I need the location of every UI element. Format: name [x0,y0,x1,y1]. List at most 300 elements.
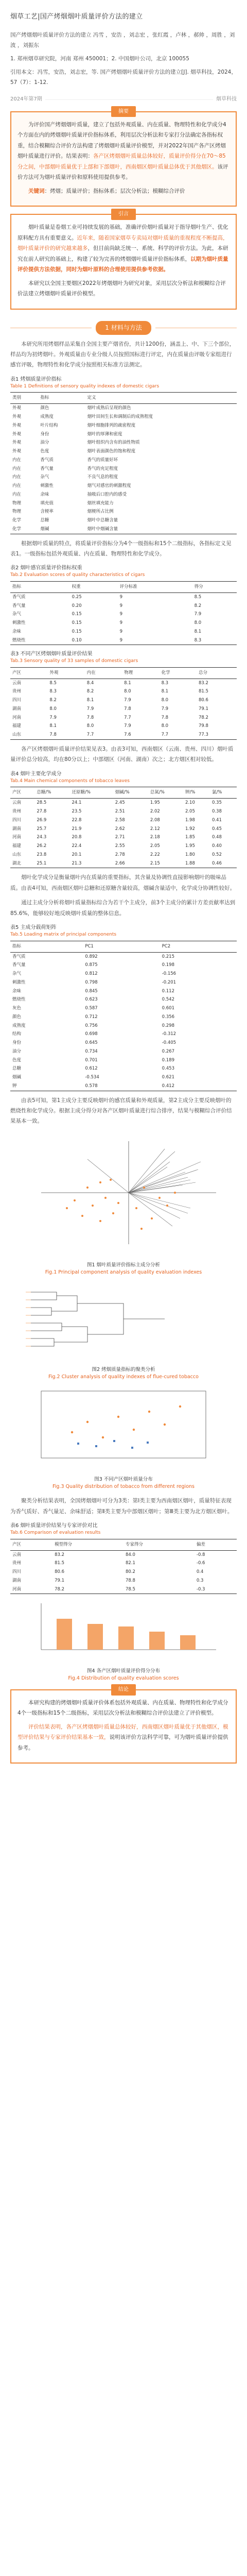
table-cell: 香气的质量好坏 [87,457,118,463]
region-scatter [10,1386,237,1468]
table-row [10,825,237,834]
table-cell: 9 [119,594,123,600]
table-cell: 0.15 [72,620,82,626]
table-header-cell: 指标 [10,581,70,592]
table-cell: 80.6 [55,1569,65,1574]
table-cell: 叶片结构 [40,422,58,428]
table-cell: 杂气 [12,612,22,617]
para-after-table-5: 由表5可知，第1主成分主要反映烟叶的感官质量和外观质量，第2主成分主要反映烟叶的燃烧性和化学成分。根据主成分得分对各产区烟叶质量进行综合排序，结果与模糊综合评价结果基本一致。 [10,1097,232,1125]
table-cell: 2.62 [115,826,125,832]
table-cell: 香气量 [40,466,54,471]
table-cell: 1.85 [185,835,195,840]
article-header: 烟草工艺|国产烤烟烟叶质量评价方法的建立 [10,13,143,21]
table-cell: 烟叶组织内含有的油性物质 [87,440,140,446]
table-row [10,438,237,447]
table-header-cell: 烟碱/% [113,787,148,799]
table-row [10,473,237,482]
keywords-line: 关键词：烤烟；质量评价；指标体系；层次分析法；模糊综合评价 [28,188,185,194]
table-cell: 2.05 [185,809,195,815]
table-cell: 烟梗所占比例 [87,509,114,515]
table-6 [10,1539,237,1595]
table-cell: 7.9 [161,706,169,711]
intro-box [10,211,237,309]
table-cell: 8.5 [49,680,57,686]
table-cell: 内在 [12,474,22,480]
table-cell: 7.8 [86,715,94,720]
table-cell: 2.15 [148,859,183,868]
table-header-row [10,787,237,799]
table-header-row [10,667,237,679]
table-cell: 0.298 [162,1023,174,1028]
table-4 [10,787,237,868]
table-3-title: 表3 不同产区烤烟烟叶质量评价结果 [10,651,93,657]
table-cell: 0.15 [72,629,82,634]
table-row [10,482,237,490]
table-row [10,1559,237,1568]
figure-1 [10,1131,237,1258]
conclusion-box [10,1689,237,1764]
abstract-body: 为评价国产烤烟烟叶质量，建立了包括外观质量、内在质量、物理特性和化学成分4个方面在内的烤烟烟叶质量评价指标体系，利用层次分析法和专家打分法确定各指标权重，结合模糊综合评价方法构建了烤烟烟叶质量评价模型，并对2022年国产各产区烤烟烟叶质量进行评价。结果表明： [17,121,226,160]
table-cell: 内在 [12,466,22,471]
table-row [10,413,237,421]
table-cell: 0.267 [162,1048,174,1054]
table-cell: 云南 [12,800,22,806]
table-row [10,619,237,628]
table-cell: 颜色 [40,405,49,411]
table-cell: 颜色 [12,1014,22,1020]
conclusion-hl: 评价结果表明，各产区烤烟烟叶质量总体较好，西南烟区烟叶质量优于其他烟区，模型评价结果与专家评价结果基本一致， [17,1723,228,1741]
table-cell: 0.198 [162,962,174,968]
table-1-title-en: Table 1 Definitions of sensory quality indexes of domestic cigars [10,383,160,389]
table-cell: 23.8 [37,852,47,857]
table-header-cell: 偏差 [195,1539,237,1550]
table-cell: 香气量 [12,962,26,968]
table-1-title: 表1 烤烟质量评价指标 [10,376,62,382]
table-5-caption [10,924,237,939]
table-cell: 0.542 [162,997,174,1003]
table-cell: 8.1 [49,723,57,729]
table-cell: 24.3 [37,835,47,840]
affiliation-line: 1. 郑州烟草研究院，河南 郑州 450001；2. 中国烟叶公司，北京 100055 [10,55,189,62]
issue-label: 2024年第7期 [10,96,42,103]
table-cell: 填充值 [40,500,54,506]
table-cell: 0.698 [85,1031,98,1037]
table-cell: 7.8 [161,715,169,720]
table-cell: 7.8 [124,706,131,711]
table-cell: 2.66 [113,859,148,868]
table-cell: 油分 [12,1048,22,1054]
table-row [10,1039,237,1047]
pca-plot [10,1131,237,1255]
table-cell: 2.02 [150,809,160,815]
table-cell: 外观 [12,414,22,420]
figure-3-title-en: Fig.3 Quality distribution of tobacco from different regions [52,1483,195,1489]
table-row [10,1056,237,1065]
table-cell: -0.534 [85,1075,99,1080]
table-row [10,807,237,816]
table-row [10,1013,237,1022]
table-cell: 0.798 [85,979,98,985]
table-cell: 贵州 [12,689,22,694]
dendrogram [10,1282,237,1359]
table-row [10,679,237,687]
table-cell: 81.5 [198,689,208,694]
table-cell: 成熟度 [12,1023,26,1028]
table-cell: 2.51 [115,809,125,815]
table-cell: 四川 [12,817,22,823]
table-cell: 0.612 [85,1066,98,1072]
table-cell: 8.3 [161,680,169,686]
table-cell: 0.10 [70,636,118,645]
table-row [10,687,237,696]
table-cell: 8.2 [86,689,94,694]
table-row [10,1585,237,1594]
table-cell: 香气量 [12,603,26,608]
table-header-cell: 类别 [10,393,38,404]
table-row [10,507,237,516]
table-cell: 20.1 [72,852,82,857]
table-cell: 7.9 [49,715,57,720]
keywords-label: 关键词 [28,188,45,194]
table-cell: 杂气 [40,474,49,480]
table-cell: 烟碱 [38,525,85,534]
table-cell: -0.8 [196,1552,205,1557]
table-cell: 0.587 [85,1006,98,1011]
table-row [10,525,237,534]
table-cell: 燃烧性 [10,636,70,645]
table-cell: 82.1 [125,1561,135,1566]
table-cell: 0.215 [162,954,174,959]
table-row [10,978,237,987]
table-cell: 8.3 [49,689,57,694]
table-header-cell: 总氮/% [148,787,183,799]
figure-2-title-en: Fig.2 Cluster analysis of quality indexes of flue-cured tobacco [48,1374,199,1380]
table-row [10,636,237,645]
table-header-row [10,581,237,592]
table-cell: 8.2 [49,698,57,703]
table-cell: -0.6 [196,1561,205,1566]
table-cell: 福建 [12,723,22,729]
table-cell: 8.0 [86,723,94,729]
table-header-row [10,1539,237,1550]
table-row [10,799,237,807]
table-cell: 8.0 [161,723,169,729]
table-4-title: 表4 烟叶主要化学成分 [10,771,62,777]
table-cell: 20.8 [72,835,82,840]
keywords-text: 烤烟；质量评价；指标体系；层次分析法；模糊综合评价 [50,188,185,194]
table-cell: 2.05 [150,843,160,849]
table-header-cell: 评分标准 [118,581,192,592]
figure-2 [10,1282,237,1362]
table-cell: 28.5 [37,800,47,806]
table-row [10,430,237,439]
table-cell: 8.3 [192,636,237,645]
table-cell: 刺激性 [12,979,26,985]
table-cell: 8.0 [161,698,169,703]
table-header-cell: 得分 [192,581,237,592]
table-cell: 0.48 [211,835,222,840]
table-cell: -0.201 [162,979,177,985]
table-cell: 福建 [12,843,22,849]
table-header-cell: 还原糖/% [70,787,113,799]
table-cell: 0.41 [211,817,222,823]
table-cell: 0.601 [162,1006,174,1011]
table-cell: 1.92 [185,826,195,832]
table-cell: 不良气息的程度 [87,474,118,480]
table-2-caption [10,564,237,579]
table-cell: 0.356 [162,1014,174,1020]
table-header-cell: 钾/% [183,787,210,799]
table-header-row [10,941,237,952]
table-cell: 结构 [12,1031,22,1037]
para-after-figure-3: 聚类分析结果表明，全国烤烟烟叶可分为3类：第Ⅰ类主要为西南烟区烟叶，质量特征表现为香气质好、香气量足、余味舒适；第Ⅱ类主要为中部烟区烟叶；第Ⅲ类主要为北方烟区烟叶。 [10,1498,233,1515]
table-cell: 余味 [40,492,49,497]
table-cell: 成熟度 [40,414,54,420]
table-row [10,1022,237,1030]
table-cell: 79.1 [198,706,208,711]
table-row [10,842,237,851]
table-cell: 0.621 [162,1075,174,1080]
table-row [10,421,237,430]
table-cell: 25.1 [34,859,69,868]
table-cell: 78.2 [198,715,208,720]
table-cell: 79.1 [55,1578,65,1583]
table-cell: 7.8 [47,731,84,739]
table-row [10,1568,237,1577]
table-cell: 77.3 [197,731,237,739]
table-cell: 身份 [12,1040,22,1046]
table-row [10,731,237,739]
table-cell: 0.578 [83,1082,160,1091]
table-cell: 7.6 [122,731,159,739]
table-header-cell: 指标 [38,393,85,404]
table-cell: 9 [119,629,123,634]
table-cell: 0.3 [196,1578,204,1583]
table-row [10,404,237,413]
table-row [10,961,237,970]
figure-3 [10,1386,237,1471]
table-cell: 河南 [12,715,22,720]
table-cell: 化学 [12,518,22,523]
table-cell: 色度 [12,1057,22,1063]
table-cell: 8.1 [124,680,131,686]
table-cell: 山东 [10,731,47,739]
abstract-text [17,120,230,183]
table-cell: 1.95 [150,800,160,806]
table-cell: 油分 [40,440,49,446]
table-cell: 0.112 [162,988,174,994]
table-cell: 78.8 [125,1578,135,1583]
table-header-cell: 指标 [10,941,83,952]
journal-label: 烟草科技 [216,96,237,103]
table-cell: 21.3 [70,859,113,868]
table-row [10,722,237,731]
para-after-table-1: 根据烟叶质量的特点，将质量评价指标分为4个一级指标和15个二级指标，各指标定义见表1。一级指标包括外观质量、内在质量、物理特性和化学成分。 [10,540,232,557]
table-cell: 27.8 [37,809,47,815]
table-cell: 云南 [12,1552,22,1557]
table-cell: 84.0 [125,1552,135,1557]
table-cell: 8.1 [86,698,94,703]
table-row [10,610,237,619]
table-cell: 香气质 [12,594,26,600]
table-row [10,970,237,978]
table-cell: 烟叶的厚薄和密度 [87,431,122,437]
table-cell: 7.9 [194,612,202,617]
table-cell: 0.15 [72,612,82,617]
table-cell: 外观 [12,405,22,411]
table-cell: 24.1 [72,800,82,806]
table-row [10,816,237,825]
table-1-caption [10,376,237,391]
table-cell: 26.2 [37,843,47,849]
conclusion-tail: 说明该评价方法科学可靠，可为烟叶质量评价提供参考。 [17,1734,228,1751]
table-cell: 烟叶中总糖含量 [87,518,118,523]
table-cell: 0.892 [85,954,98,959]
table-cell: 湖南 [12,1578,22,1583]
table-cell: 烟叶成熟后呈现的颜色 [87,405,131,411]
table-header-cell: PC2 [160,941,237,952]
table-cell: 四川 [12,698,22,703]
table-cell: 山东 [12,852,22,857]
table-row [10,851,237,859]
table-row [10,1082,237,1091]
table-cell: 0.412 [160,1082,237,1091]
table-cell: 0.52 [211,852,222,857]
table-cell: 河南 [12,835,22,840]
intro-p1-text: 烟叶质量是卷烟工业可持续发展的基础，准确评价烟叶质量对于指导烟叶生产、优化原料配方具有重要意义。 [17,224,228,241]
table-header-cell: 氯/% [210,787,237,799]
table-row [10,1550,237,1559]
table-header-cell: 产区 [10,787,34,799]
para-after-table-3: 各产区烤烟烟叶质量评价结果见表3。由表3可知，西南烟区（云南、贵州、四川）烟叶质量评价总分较高，均在80分以上；中部烟区（河南、湖南）次之；北方烟区相对较低。 [10,745,234,763]
table-cell: 0.4 [196,1569,204,1574]
table-cell: 8.1 [194,629,202,634]
table-cell: 总糖 [12,1066,22,1072]
table-cell: 烟叶细胞排列的疏密程度 [87,422,136,428]
table-cell: 0.189 [162,1057,174,1063]
table-cell: 8.0 [194,620,202,626]
table-cell: 2.18 [150,835,160,840]
table-cell: 2.78 [115,852,125,857]
para-after-table-4: 烟叶化学成分是衡量烟叶内在质量的重要指标，其含量及协调性直接影响烟叶的吸味品质。由表4可知，西南烟区烟叶总糖和还原糖含量较高，烟碱含量适中，化学成分协调性较好。 [10,874,236,891]
table-row [10,456,237,465]
table-cell: 烟叶田间生长和调制后的成熟程度 [87,414,153,420]
table-row [10,602,237,611]
table-row [10,465,237,473]
table-cell: 7.9 [86,706,94,711]
table-row [10,1064,237,1073]
table-cell: 四川 [12,1569,22,1574]
table-cell: 9 [119,620,123,626]
figure-1-title-en: Fig.1 Principal component analysis of quality evaluation indexes [45,1269,202,1276]
figure-2-title: 图2 烤烟质量指标的聚类分析 [92,1366,155,1372]
table-cell: -0.312 [162,1031,177,1037]
table-cell: 0.756 [85,1023,98,1028]
table-4-caption [10,770,237,785]
table-cell: 色度 [40,449,49,454]
table-cell: 79.8 [198,723,208,729]
figure-4 [10,1598,237,1663]
figure-4-caption [10,1668,237,1683]
table-cell: 83.2 [55,1552,65,1557]
intro-p3: 本研究以全国主要烟区2022年烤烟烟叶为研究对象，采用层次分析法和模糊综合评价法建立烤烟烟叶质量评价模型。 [17,280,226,297]
table-cell: 云南 [12,680,22,686]
table-cell: 0.38 [211,809,222,815]
table-cell: 2.12 [150,826,160,832]
para-pca: 通过主成分分析将烟叶质量指标综合为若干个主成分，前3个主成分的累计方差贡献率达到85.6%，能够较好地反映烟叶质量的整体信息。 [10,900,236,917]
issue-bar [10,95,237,104]
table-cell: 外观 [12,449,22,454]
section-1-body: 本研究所用烤烟样品采集自全国主要产烟省份，共计1200份，涵盖上、中、下三个部位，样品均为初烤烟叶。外观质量由专业分级人员按照国标进行评定，内在质量由评吸专家组进行感官评吸，物理特性和化学成分按照相关标准方法测定。 [10,341,235,368]
table-cell: 河南 [10,1585,52,1594]
table-cell: 湖北 [10,859,34,868]
author-line: 国产烤烟烟叶质量评价方法的建立 冯雪 ，安浩 ，刘志宏 ，张红霞 ，卢林 ，郝帅 ，周胜 ，刘波 ，刘振东 [10,31,235,48]
table-cell: 78.5 [123,1585,195,1594]
table-cell: 外观 [12,440,22,446]
table-cell: 余味 [12,988,22,994]
table-cell: 内在 [12,492,22,497]
table-cell: 26.9 [37,817,47,823]
table-cell: 8.2 [194,603,202,608]
table-header-cell: 物理 [122,667,159,679]
table-cell: 化学 [10,525,38,534]
table-cell: 7.7 [124,715,131,720]
article-intro [10,30,237,88]
table-header-cell: 定义 [85,393,237,404]
table-cell: 物理 [12,509,22,515]
section-1-title [10,321,237,335]
table-row [10,490,237,499]
table-cell: 杂气 [12,971,22,977]
table-cell: 余味 [12,629,22,634]
table-3-caption [10,650,237,665]
table-row [10,1004,237,1013]
intro-p1-hl: 近年来，随着国家烟草专卖局对烟叶质量的重视程度不断提高，烟叶质量评价的研究越来越多 [17,234,228,252]
table-cell: 8.4 [86,680,94,686]
table-cell: 钾 [10,1082,83,1091]
table-header-cell: 总分 [197,667,237,679]
table-2 [10,581,237,645]
abstract-highlight: 各产区烤烟烟叶质量总体较好，质量评价得分在70～85分之间，中部烟叶质量优于上部和下部烟叶，西南烟区烟叶质量总体优于其他烟区。 [17,153,226,170]
table-cell: 23.5 [72,809,82,815]
table-5 [10,941,237,1091]
table-header-cell: 模型得分 [52,1539,123,1550]
citation-line: 引用本文：冯雪，安浩，刘志宏，等. 国产烤烟烟叶质量评价方法的建立[J]. 烟草科技，2024，57（7）：1-12. [10,69,237,86]
figure-4-title-en: Fig.4 Distribution of quality evaluation scores [68,1675,179,1681]
table-cell: 0.40 [211,843,222,849]
table-cell: 湖南 [12,706,22,711]
table-cell: 22.8 [72,817,82,823]
figure-1-title: 图1 烟叶质量评价指标主成分分析 [86,1262,161,1268]
table-header-cell: 化学 [160,667,197,679]
table-cell: 81.5 [55,1561,65,1566]
table-header-cell: 权重 [70,581,118,592]
table-cell: 内在 [12,483,22,489]
divider [45,99,213,100]
table-2-title-en: Tab.2 Evaluation scores of quality characteristics of cigars [10,572,145,578]
table-6-caption [10,1522,237,1537]
table-cell: 25.7 [37,826,47,832]
table-cell: 80.2 [125,1569,135,1574]
table-cell: 0.45 [211,826,222,832]
figure-3-title: 图3 不同产区烟叶质量分布 [94,1476,153,1482]
table-cell: 7.9 [124,698,131,703]
table-cell: 烟丝填充能力 [87,500,114,506]
table-5-title-en: Tab.5 Loading matrix of principal components [10,932,117,938]
table-cell: 2.10 [185,800,195,806]
table-cell: 0.25 [72,594,82,600]
table-3-title-en: Tab.3 Sensory quality of 33 samples of domestic cigars [10,658,138,664]
